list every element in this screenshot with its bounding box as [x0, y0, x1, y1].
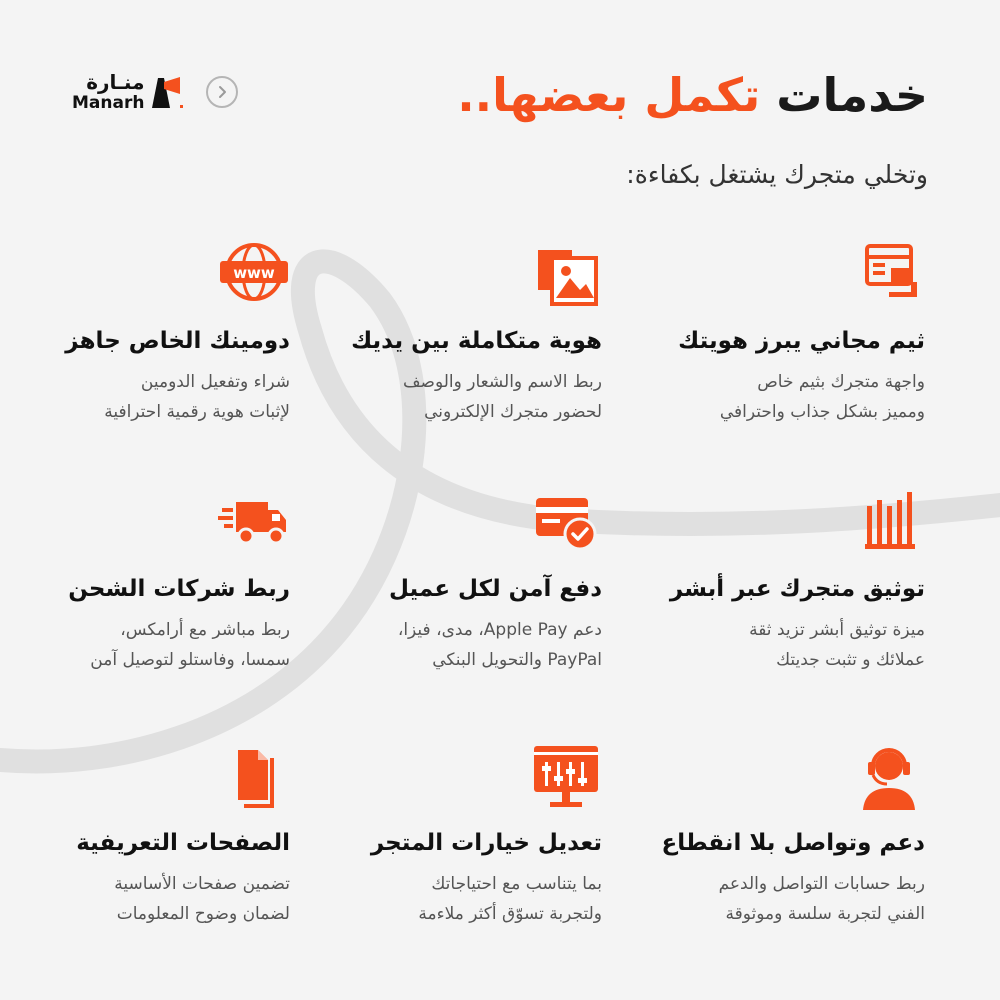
card-description-line: الفني لتجربة سلسة وموثوقة [725, 903, 925, 924]
service-card-theme [625, 238, 925, 428]
card-title: تعديل خيارات المتجر [370, 830, 602, 856]
chevron-right-icon [215, 85, 229, 99]
card-title: دعم وتواصل بلا انقطاع [661, 830, 925, 856]
card-description-line: ربط مباشر مع أرامكس، [120, 620, 290, 640]
service-card-absher [625, 486, 925, 676]
card-description-line: لحضور متجرك الإلكتروني [424, 401, 602, 422]
card-description [625, 368, 925, 428]
card-title: ربط شركات الشحن [68, 576, 290, 602]
support-agent-icon [853, 740, 925, 812]
page-headline [457, 68, 928, 122]
delivery-truck-icon [218, 486, 290, 558]
card-description-line: عملائك و تثبت جديتك [776, 649, 925, 670]
card-description-line: لضمان وضوح المعلومات [116, 903, 290, 924]
globe-www-icon [218, 238, 290, 310]
card-description [0, 368, 290, 428]
card-title: هوية متكاملة بين يديك [351, 328, 602, 354]
card-description-line: ولتجربة تسوّق أكثر ملاءمة [418, 903, 602, 924]
card-description-line: سمسا، وفاستلو لتوصيل آمن [90, 649, 290, 670]
card-description-line: شراء وتفعيل الدومين [140, 372, 290, 392]
card-description-line: بما يتناسب مع احتياجاتك [431, 874, 602, 894]
secure-payment-icon [530, 486, 602, 558]
headline-text: خدمات [776, 68, 928, 122]
card-description [302, 616, 602, 676]
card-description-line: لإثبات هوية رقمية احترافية [104, 401, 290, 422]
logo-name-arabic: منـارة [86, 70, 145, 94]
lighthouse-logo-icon [150, 74, 184, 110]
card-title: دومينك الخاص جاهز [65, 328, 290, 354]
page-subtitle: وتخلي متجرك يشتغل بكفاءة: [626, 160, 928, 189]
card-title: دفع آمن لكل عميل [388, 576, 602, 602]
service-card-payment [302, 486, 602, 676]
manarh-logo [72, 72, 184, 112]
card-description [302, 368, 602, 428]
card-description-line: تضمين صفحات الأساسية [114, 874, 290, 894]
svg-text:www: www [233, 264, 275, 282]
card-description-line: ميزة توثيق أبشر تزيد ثقة [749, 620, 925, 640]
service-card-shipping [0, 486, 290, 676]
card-description-line: ومميز بشكل جذاب واحترافي [719, 401, 925, 422]
brand-bar [72, 72, 238, 112]
service-card-domain [0, 238, 290, 428]
absher-icon [853, 486, 925, 558]
card-description-line: واجهة متجرك بثيم خاص [757, 372, 925, 392]
card-description-line: دعم Apple Pay، مدى، فيزا، [397, 620, 602, 640]
card-description-line: PayPal والتحويل البنكي [432, 649, 602, 670]
card-description-line: ربط الاسم والشعار والوصف [402, 372, 602, 392]
card-description [625, 870, 925, 930]
card-title: الصفحات التعريفية [76, 830, 290, 856]
service-card-pages [0, 740, 290, 930]
card-description [0, 870, 290, 930]
store-settings-icon [530, 740, 602, 812]
service-card-support [625, 740, 925, 930]
identity-icon [530, 238, 602, 310]
service-card-identity [302, 238, 602, 428]
logo-name-english: Manarh [72, 93, 145, 113]
next-button[interactable] [206, 76, 238, 108]
card-description [625, 616, 925, 676]
theme-icon [853, 238, 925, 310]
card-description [0, 616, 290, 676]
card-description [302, 870, 602, 930]
headline-accent-text: تكمل بعضها.. [457, 68, 761, 122]
service-card-store-options [302, 740, 602, 930]
pages-icon [218, 740, 290, 812]
card-title: ثيم مجاني يبرز هويتك [678, 328, 925, 354]
card-description-line: ربط حسابات التواصل والدعم [718, 874, 925, 894]
card-title: توثيق متجرك عبر أبشر [669, 576, 925, 602]
